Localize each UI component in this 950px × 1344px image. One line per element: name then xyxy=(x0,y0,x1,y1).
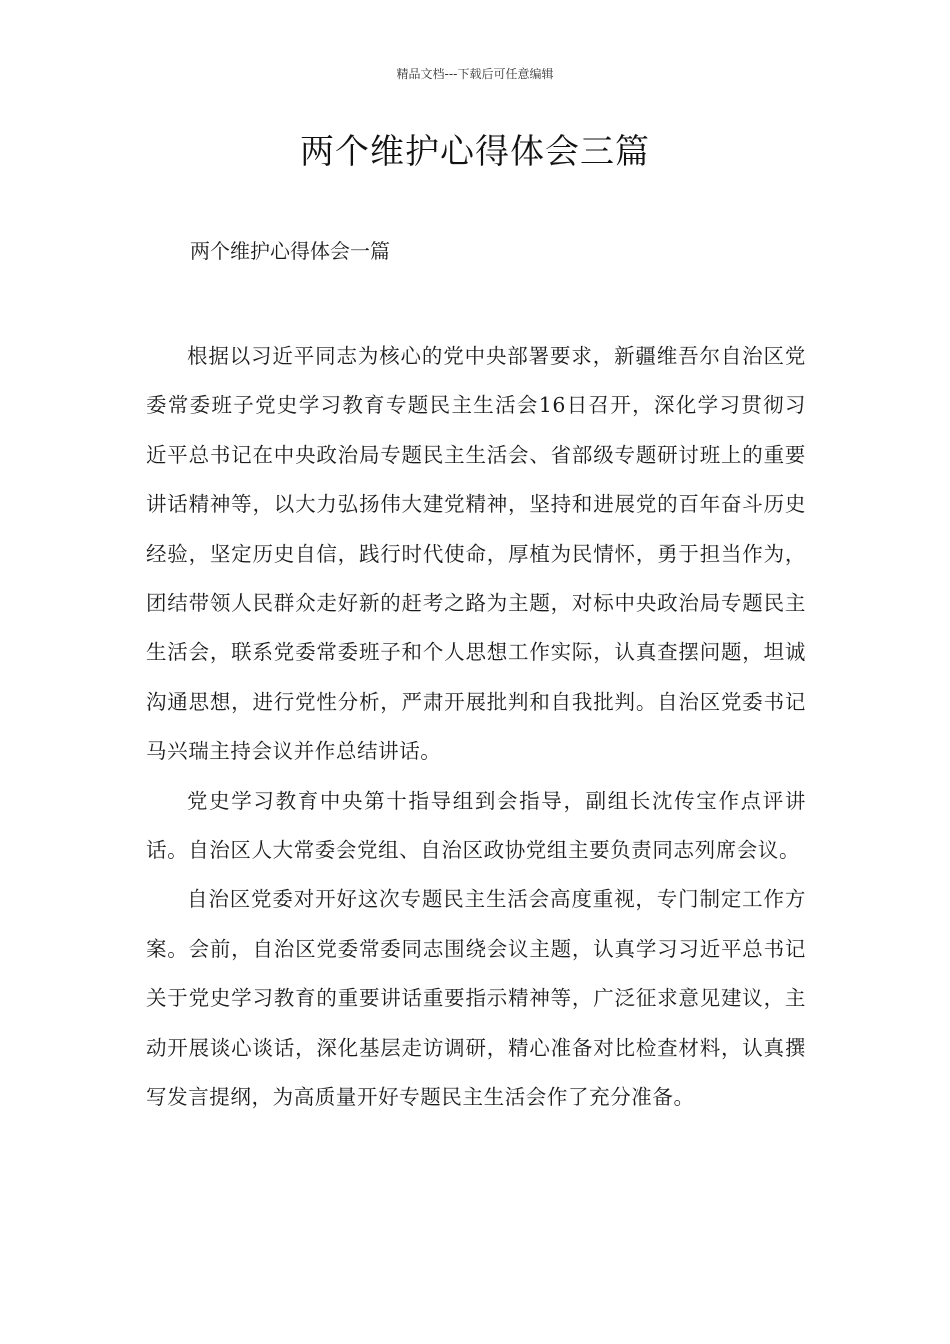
page-header: 精品文档---下载后可任意编辑 xyxy=(396,67,554,81)
document-title: 两个维护心得体会三篇 xyxy=(300,132,650,172)
paragraph: 自治区党委对开好这次专题民主生活会高度重视，专门制定工作方案。会前，自治区党委常委同志围绕会议主题，认真学习习近平总书记关于党史学习教育的重要讲话重要指示精神等，广泛征求意见建议，主动开展谈心谈话，深化基层走访调研，精心准备对比检查材料，认真撰写发言提纲，为高质量开好专题民主生活会作了充分准备。 xyxy=(146,887,806,1110)
paragraph: 党史学习教育中央第十指导组到会指导，副组长沈传宝作点评讲话。自治区人大常委会党组、自治区政协党组主要负责同志列席会议。 xyxy=(146,788,806,863)
paragraph: 根据以习近平同志为核心的党中央部署要求，新疆维吾尔自治区党委常委班子党史学习教育专题民主生活会16日召开，深化学习贯彻习近平总书记在中央政治局专题民主生活会、省部级专题研讨班上的重要讲话精神等，以大力弘扬伟大建党精神，坚持和进展党的百年奋斗历史经验，坚定历史自信，践行时代使命，厚植为民情怀，勇于担当作为，团结带领人民群众走好新的赶考之路为主题，对标中央政治局专题民主生活会，联系党委常委班子和个人思想工作实际，认真查摆问题，坦诚沟通思想，进行党性分析，严肃开展批判和自我批判。自治区党委书记马兴瑞主持会议并作总结讲话。 xyxy=(146,344,806,764)
section-heading: 两个维护心得体会一篇 xyxy=(190,239,390,263)
body-text xyxy=(146,332,806,1123)
